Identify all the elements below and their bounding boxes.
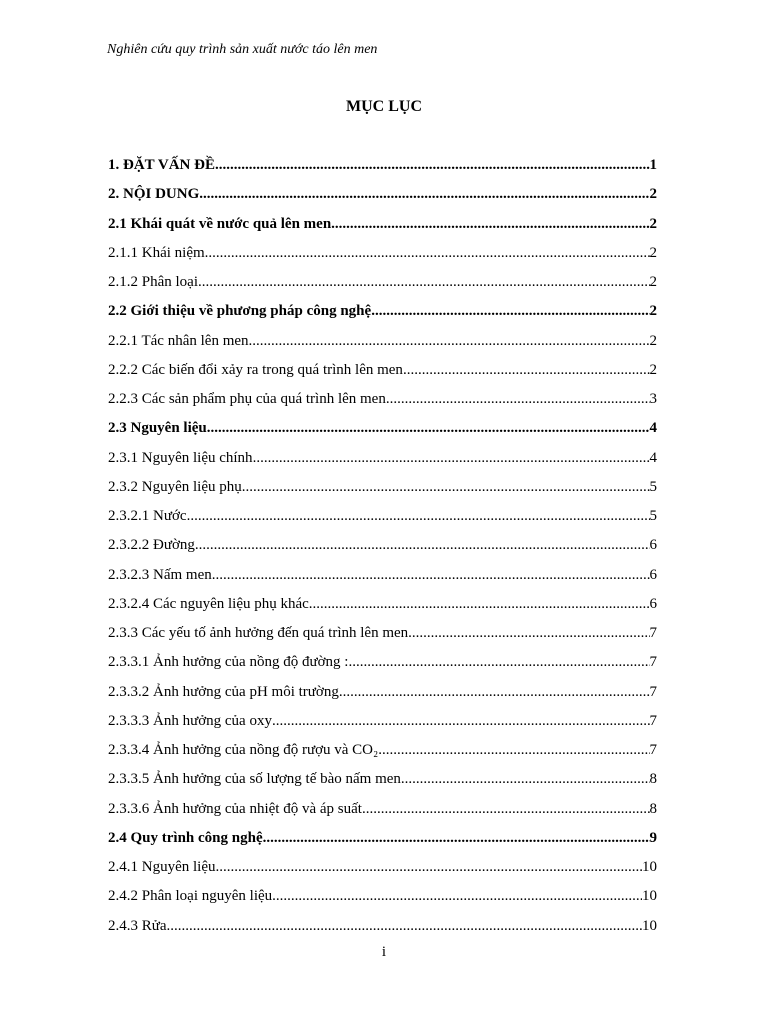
toc-entry[interactable] xyxy=(108,301,657,330)
toc-entry-page: 2 xyxy=(649,332,657,349)
toc-entry[interactable] xyxy=(108,418,657,447)
toc-entry[interactable] xyxy=(108,828,657,857)
toc-entry-title: 2.3.3.2 Ảnh hưởng của pH môi trường xyxy=(108,683,339,700)
toc-entry-page: 2 xyxy=(649,186,657,203)
running-header: Nghiên cứu quy trình sản xuất nước táo lên men xyxy=(107,42,378,57)
toc-entry-title: 2.1.1 Khái niệm xyxy=(108,244,205,261)
toc-entry[interactable] xyxy=(108,652,657,681)
toc-entry[interactable] xyxy=(108,214,657,243)
toc-dot-leader xyxy=(272,711,650,731)
toc-entry-title: 2.4.2 Phân loại nguyên liệu xyxy=(108,888,273,905)
toc-entry-page: 5 xyxy=(649,478,657,495)
toc-entry-page: 7 xyxy=(649,712,657,729)
toc-dot-leader xyxy=(199,184,649,204)
toc-dot-leader xyxy=(309,594,650,614)
toc-entry-title: 2.3.2 Nguyên liệu phụ xyxy=(108,478,242,495)
toc-entry-page: 2 xyxy=(649,215,657,232)
toc-dot-leader xyxy=(212,565,650,585)
toc-entry[interactable] xyxy=(108,682,657,711)
toc-entry-title: 2.3.3.4 Ảnh hưởng của nồng độ rượu và CO₂ xyxy=(108,742,379,758)
toc-dot-leader xyxy=(386,389,650,409)
toc-entry-page: 8 xyxy=(649,800,657,817)
toc-entry-title: 2.3.2.1 Nước xyxy=(108,508,187,524)
toc-entry-title: 2.3.2.3 Nấm men xyxy=(108,566,212,583)
toc-entry-title: 2.4 Quy trình công nghệ xyxy=(108,829,263,846)
toc-entry-title: 2.3.2.2 Đường xyxy=(108,537,195,554)
toc-entry[interactable] xyxy=(108,477,657,506)
toc-entry[interactable] xyxy=(108,916,657,945)
toc-entry-title: 2. NỘI DUNG xyxy=(108,186,200,203)
toc-entry-page: 6 xyxy=(649,566,657,583)
toc-entry[interactable] xyxy=(108,535,657,564)
toc-dot-leader xyxy=(242,477,650,497)
toc-dot-leader xyxy=(207,418,650,438)
toc-entry-title: 2.3 Nguyên liệu xyxy=(108,420,207,437)
toc-entry[interactable] xyxy=(108,243,657,272)
page-number: i xyxy=(381,944,387,960)
toc-dot-leader xyxy=(339,682,650,702)
toc-entry[interactable] xyxy=(108,623,657,652)
toc-dot-leader xyxy=(195,535,650,555)
toc-entry-page: 3 xyxy=(649,391,657,407)
toc-entry[interactable] xyxy=(108,331,657,360)
toc-entry[interactable] xyxy=(108,184,657,213)
toc-dot-leader xyxy=(362,799,650,819)
toc-entry-title: 2.3.3.1 Ảnh hưởng của nồng độ đường : xyxy=(108,654,349,671)
toc-entry-title: 2.2.2 Các biến đổi xảy ra trong quá trình lên men xyxy=(108,361,403,378)
toc-entry-page: 1 xyxy=(649,157,657,173)
toc-entry-page: 10 xyxy=(642,917,657,934)
toc-entry-page: 9 xyxy=(649,829,657,846)
toc-entry-page: 2 xyxy=(649,274,657,290)
toc-entry-page: 5 xyxy=(649,508,657,524)
toc-entry-page: 7 xyxy=(649,683,657,700)
toc-dot-leader xyxy=(331,214,649,234)
toc-dot-leader xyxy=(187,506,650,526)
toc-entry-page: 7 xyxy=(649,742,657,758)
toc-dot-leader xyxy=(348,652,649,672)
toc-entry-title: 2.3.3.6 Ảnh hưởng của nhiệt độ và áp suất xyxy=(108,800,362,817)
toc-dot-leader xyxy=(403,360,650,380)
toc-entry-title: 2.2 Giới thiệu về phương pháp công nghệ xyxy=(108,303,372,320)
toc-entry-title: 2.3.3.3 Ảnh hưởng của oxy xyxy=(108,712,272,729)
toc-entry-title: 1. ĐẶT VẤN ĐỀ xyxy=(108,157,215,173)
toc-entry-page: 4 xyxy=(649,420,657,437)
toc-dot-leader xyxy=(253,448,650,468)
toc-entry-title: 2.3.2.4 Các nguyên liệu phụ khác xyxy=(108,595,309,612)
toc-dot-leader xyxy=(205,243,650,263)
toc-entry[interactable] xyxy=(108,711,657,740)
toc-dot-leader xyxy=(215,155,650,175)
toc-entry-title: 2.2.3 Các sản phẩm phụ của quá trình lên men xyxy=(108,391,386,407)
toc-entry[interactable] xyxy=(108,448,657,477)
toc-entry[interactable] xyxy=(108,799,657,828)
toc-entry-page: 2 xyxy=(649,244,657,261)
toc-entry-title: 2.4.3 Rửa xyxy=(108,917,167,934)
toc-entry[interactable] xyxy=(108,506,657,535)
toc-entry-title: 2.4.1 Nguyên liệu xyxy=(108,859,216,875)
toc-entry-page: 10 xyxy=(642,859,657,875)
toc-entry-page: 8 xyxy=(649,771,657,788)
toc-entry-title: 2.1 Khái quát về nước quả lên men xyxy=(108,215,332,232)
toc-dot-leader xyxy=(263,828,650,848)
toc-entry[interactable] xyxy=(108,272,657,301)
toc-entry-page: 6 xyxy=(649,595,657,612)
toc-dot-leader xyxy=(215,857,642,877)
page-title: MỤC LỤC xyxy=(346,98,422,115)
toc-dot-leader xyxy=(198,272,650,292)
toc-dot-leader xyxy=(249,331,650,351)
toc-entry[interactable] xyxy=(108,360,657,389)
toc-entry-page: 2 xyxy=(649,303,657,320)
toc-entry-page: 10 xyxy=(642,888,657,905)
table-of-contents xyxy=(108,155,657,945)
toc-dot-leader xyxy=(408,623,649,643)
toc-entry-page: 4 xyxy=(649,449,657,466)
toc-entry-title: 2.3.1 Nguyên liệu chính xyxy=(108,449,253,466)
toc-entry[interactable] xyxy=(108,155,657,184)
toc-dot-leader xyxy=(371,301,649,321)
toc-entry[interactable] xyxy=(108,769,657,798)
toc-entry[interactable] xyxy=(108,886,657,915)
toc-entry-title: 2.1.2 Phân loại xyxy=(108,274,198,290)
toc-entry[interactable] xyxy=(108,594,657,623)
toc-dot-leader xyxy=(378,740,649,760)
toc-entry-title: 2.2.1 Tác nhân lên men xyxy=(108,332,249,349)
toc-entry-page: 6 xyxy=(649,537,657,554)
toc-entry[interactable] xyxy=(108,857,657,886)
toc-entry-page: 7 xyxy=(649,654,657,671)
toc-entry-page: 7 xyxy=(649,625,657,641)
toc-entry-title: 2.3.3 Các yếu tố ảnh hưởng đến quá trình lên men xyxy=(108,625,409,641)
toc-entry[interactable] xyxy=(108,389,657,418)
toc-entry-page: 2 xyxy=(649,361,657,378)
toc-entry-title: 2.3.3.5 Ảnh hưởng của số lượng tế bào nấm men xyxy=(108,771,401,788)
toc-dot-leader xyxy=(401,769,650,789)
toc-dot-leader xyxy=(167,916,642,936)
toc-dot-leader xyxy=(272,886,642,906)
toc-entry[interactable] xyxy=(108,740,657,769)
toc-entry[interactable] xyxy=(108,565,657,594)
